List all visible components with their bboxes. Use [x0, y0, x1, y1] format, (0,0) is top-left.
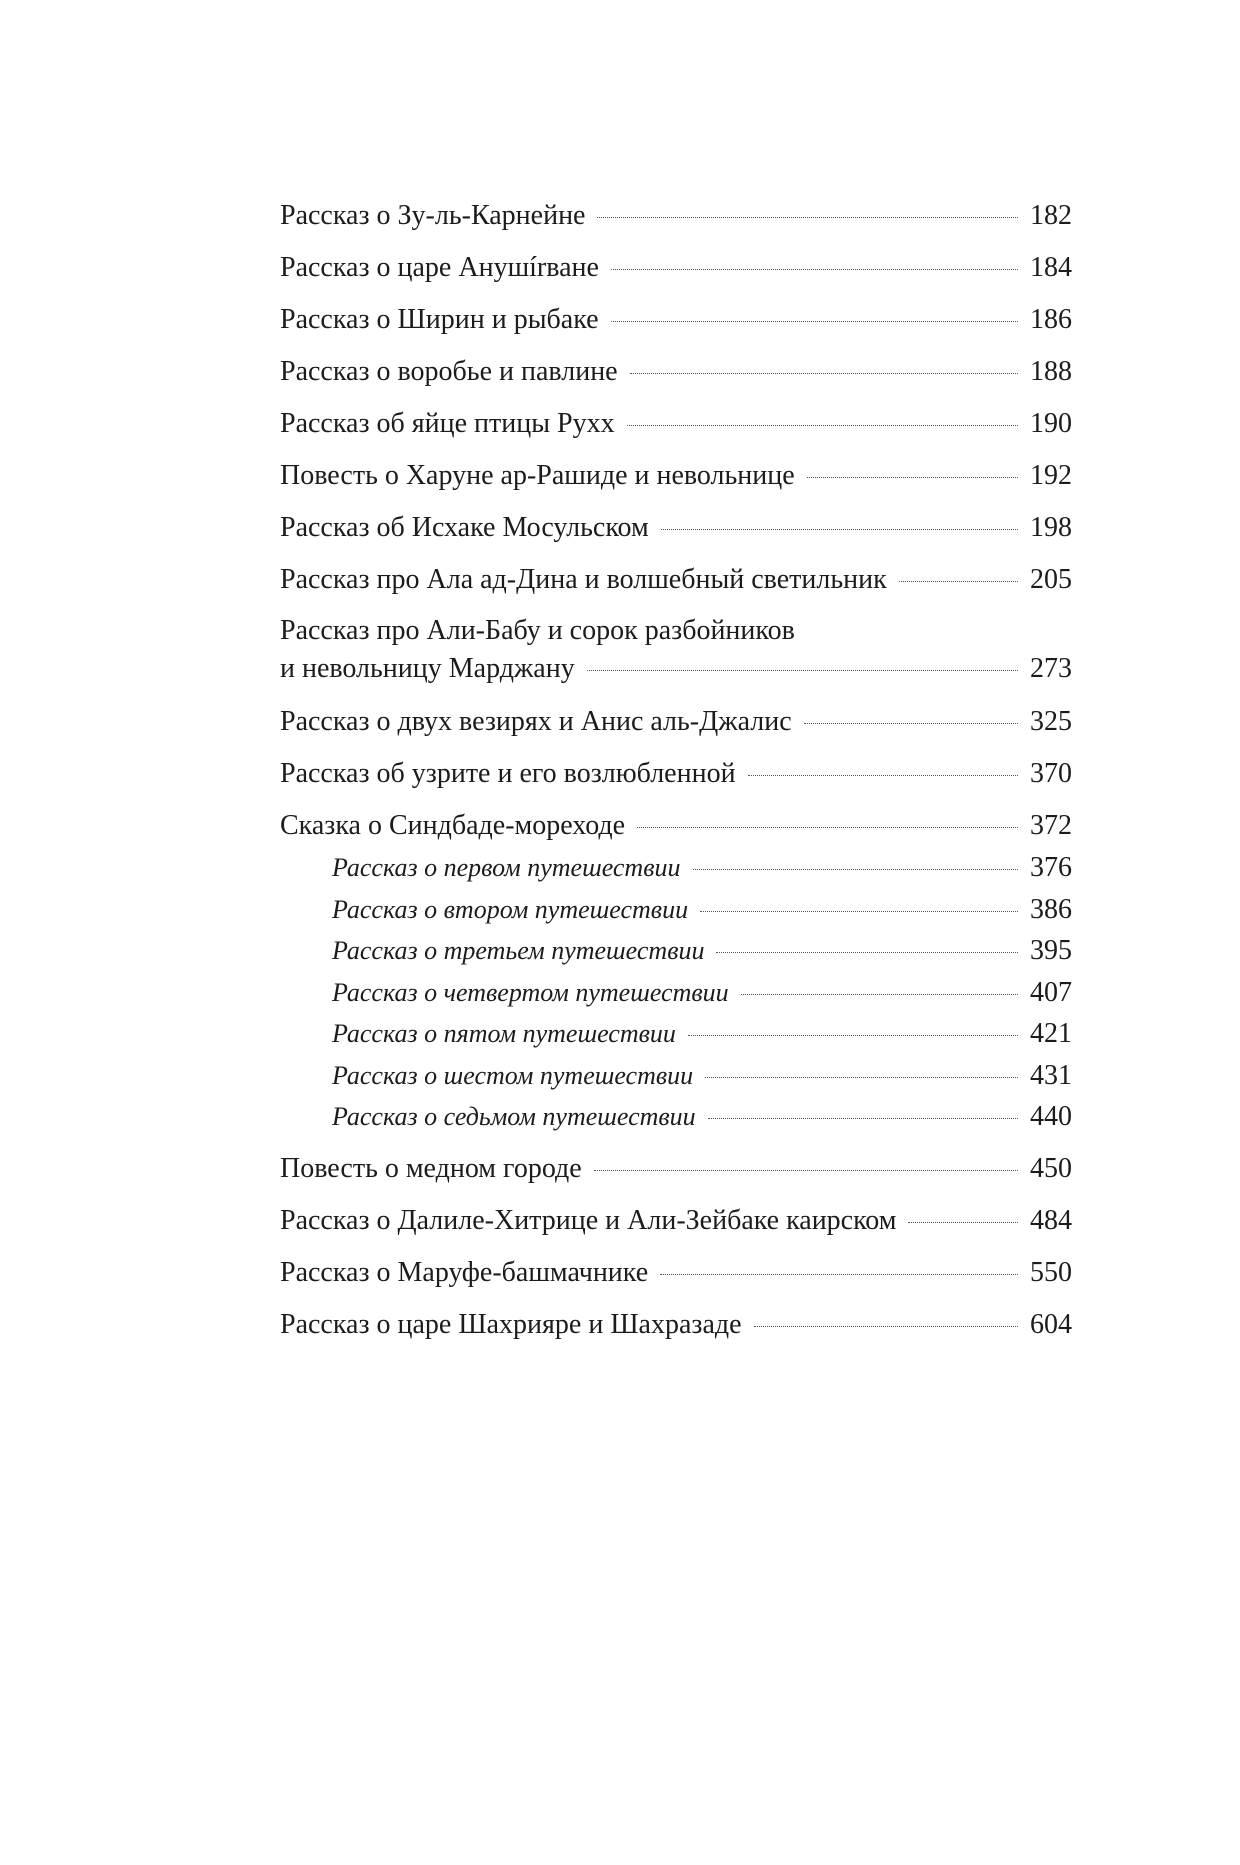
toc-entry[interactable]: [280, 196, 1072, 248]
toc-entry-page: 550: [1030, 1256, 1072, 1288]
dot-leader: [899, 581, 1018, 582]
toc-entry-page: 184: [1030, 252, 1072, 283]
dot-leader: [700, 911, 1018, 912]
toc-subentry-title: Рассказ о шестом путешествии: [332, 1060, 694, 1090]
toc-entry-title: Рассказ о воробье и павлине: [280, 356, 618, 387]
toc-entry-title-line1: Рассказ про Али-Бабу и сорок разбойников: [280, 615, 795, 646]
toc-entry-page: 186: [1030, 304, 1072, 335]
toc-subentry[interactable]: [280, 931, 1072, 973]
toc-entry-title: Рассказ о царе Шахрияре и Шахразаде: [280, 1308, 742, 1340]
toc-entry-page: 370: [1030, 758, 1072, 789]
toc-entry[interactable]: [280, 1305, 1072, 1357]
toc-subentry[interactable]: [280, 1056, 1072, 1098]
toc-entry-page: 273: [1030, 653, 1072, 684]
toc-subentry-title: Рассказ о первом путешествии: [332, 853, 681, 882]
toc-entry-page: 604: [1030, 1308, 1072, 1340]
toc-entry[interactable]: [280, 456, 1072, 508]
toc-entry-page: 325: [1030, 706, 1072, 737]
toc-entry-title: Сказка о Синдбаде-мореходе: [280, 810, 626, 841]
toc-subentry[interactable]: [280, 848, 1072, 890]
dot-leader: [627, 425, 1018, 426]
toc-entry[interactable]: [280, 352, 1072, 404]
toc-entry-page: 205: [1030, 564, 1072, 595]
dot-leader: [594, 1170, 1018, 1171]
toc-subentry-page: 407: [1030, 976, 1072, 1008]
toc-entry[interactable]: [280, 508, 1072, 560]
toc-entry[interactable]: [280, 248, 1072, 300]
toc-entry-multiline[interactable]: [280, 612, 1072, 688]
toc-subentry[interactable]: [280, 1014, 1072, 1056]
toc-entry-page: 484: [1030, 1204, 1072, 1236]
toc-subentry-page: 431: [1030, 1059, 1072, 1091]
dot-leader: [908, 1222, 1018, 1223]
dot-leader: [660, 1274, 1018, 1275]
toc-entry[interactable]: [280, 1253, 1072, 1305]
toc-entry[interactable]: [280, 300, 1072, 352]
toc-entry-title: Рассказ о Далиле-Хитрице и Али-Зейбаке каирском: [280, 1204, 897, 1236]
toc-entry-title-line2: и невольницу Марджану: [280, 653, 575, 684]
toc-entry-title: Повесть о Харуне ар-Рашиде и невольнице: [280, 460, 795, 491]
dot-leader: [611, 269, 1018, 270]
dot-leader: [693, 869, 1019, 870]
toc-subentry-title: Рассказ о третьем путешествии: [332, 936, 705, 965]
dot-leader: [587, 670, 1018, 671]
dot-leader: [688, 1035, 1018, 1036]
toc-entry-page: 182: [1030, 200, 1072, 231]
toc-entry-page: 188: [1030, 356, 1072, 387]
toc-subentry-title: Рассказ о пятом путешествии: [332, 1019, 676, 1048]
toc-subentry-page: 386: [1030, 893, 1072, 925]
toc-entry-page: 372: [1030, 810, 1072, 841]
toc-entry[interactable]: [280, 560, 1072, 612]
toc-entry[interactable]: [280, 806, 1072, 848]
dot-leader: [748, 775, 1018, 776]
table-of-contents: [280, 196, 1072, 1357]
toc-entry-title: Рассказ об яйце птицы Рухх: [280, 408, 615, 439]
toc-entry-title: Рассказ об Исхаке Мосульском: [280, 512, 649, 543]
dot-leader: [630, 373, 1018, 374]
toc-entry-page: 450: [1030, 1152, 1072, 1184]
toc-entry[interactable]: [280, 404, 1072, 456]
toc-entry-title: Рассказ о двух везирях и Анис аль-Джалис: [280, 706, 792, 737]
dot-leader: [661, 529, 1018, 530]
toc-subentry-page: 440: [1030, 1101, 1072, 1132]
dot-leader: [804, 723, 1018, 724]
toc-entry-title: Рассказ о Ширин и рыбаке: [280, 304, 599, 335]
dot-leader: [708, 1118, 1018, 1119]
toc-entry-page: 190: [1030, 408, 1072, 439]
dot-leader: [807, 477, 1018, 478]
toc-entry[interactable]: [280, 702, 1072, 754]
toc-entry-title: Рассказ о Зу-ль-Карнейне: [280, 200, 586, 231]
toc-entry[interactable]: [280, 1149, 1072, 1201]
dot-leader: [754, 1326, 1018, 1327]
dot-leader: [741, 994, 1018, 995]
toc-entry-title: Рассказ о царе Анушírване: [280, 252, 599, 283]
toc-subentry-page: 395: [1030, 935, 1072, 966]
toc-entry-page: 192: [1030, 460, 1072, 491]
toc-entry-title: Рассказ об узрите и его возлюбленной: [280, 758, 736, 789]
toc-subentry-title: Рассказ о четвертом путешествии: [332, 977, 729, 1007]
toc-subentry-title: Рассказ о втором путешествии: [332, 894, 689, 924]
toc-entry-title: Рассказ о Маруфе-башмачнике: [280, 1256, 649, 1288]
dot-leader: [705, 1077, 1018, 1078]
toc-entry[interactable]: [280, 1201, 1072, 1253]
dot-leader: [597, 217, 1018, 218]
toc-subentry-title: Рассказ о седьмом путешествии: [332, 1102, 696, 1131]
toc-entry[interactable]: [280, 754, 1072, 806]
toc-entry-title: Рассказ про Ала ад-Дина и волшебный светильник: [280, 564, 887, 595]
toc-entry-title: Повесть о медном городе: [280, 1152, 582, 1184]
toc-subentry[interactable]: [280, 973, 1072, 1015]
dot-leader: [611, 321, 1018, 322]
toc-entry-page: 198: [1030, 512, 1072, 543]
dot-leader: [716, 952, 1018, 953]
toc-subentry[interactable]: [280, 890, 1072, 932]
toc-subentry-page: 421: [1030, 1018, 1072, 1049]
toc-subentry[interactable]: [280, 1097, 1072, 1139]
toc-subentry-page: 376: [1030, 852, 1072, 883]
dot-leader: [637, 827, 1018, 828]
